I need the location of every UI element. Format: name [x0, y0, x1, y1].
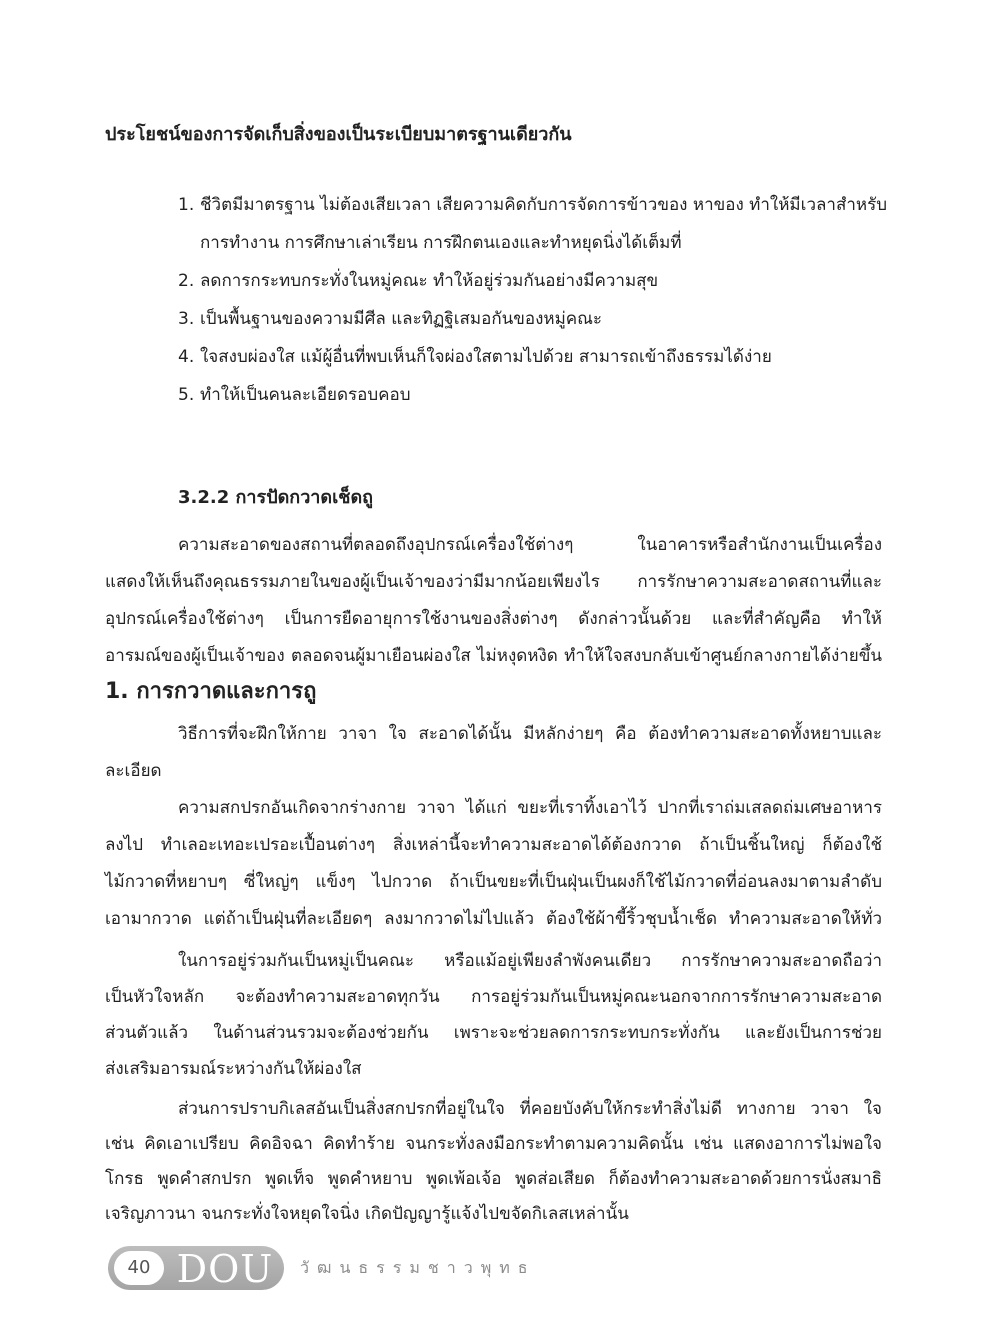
paragraph	[105, 790, 882, 938]
paragraph-line: ความสกปรกอันเกิดจากร่างกาย วาจา ได้แก่ ขยะที่เราทิ้งเอาไว้ ปากที่เราถ่มเสลดถ่มเศษอาหาร	[178, 798, 882, 818]
list-item-number: 5.	[178, 385, 195, 405]
benefits-heading: ประโยชน์ของการจัดเก็บสิ่งของเป็นระเบียบมาตรฐานเดียวกัน	[105, 124, 572, 145]
paragraph-line: ลงไป ทำเลอะเทอะเปรอะเปื้อนต่างๆ สิ่งเหล่านี้จะทำความสะอาดได้ต้องกวาด ถ้าเป็นชิ้นใหญ่ ก็ต้องใช้	[105, 835, 882, 855]
list-item-number: 4.	[178, 347, 195, 367]
paragraph-line: ส่วนการปราบกิเลสอันเป็นสิ่งสกปรกที่อยู่ในใจ ที่คอยบังคับให้กระทำสิ่งไม่ดี ทางกาย วาจา ใจ	[178, 1099, 882, 1119]
list-item-text	[200, 300, 882, 338]
paragraph-line: แสดงให้เห็นถึงคุณธรรมภายในของผู้เป็นเจ้าของว่ามีมากน้อยเพียงไร การรักษาความสะอาดสถานที่และ	[105, 572, 882, 592]
list-item-number: 1.	[178, 195, 195, 215]
paragraph-line: ไม้กวาดที่หยาบๆ ซี่ใหญ่ๆ แข็งๆ ไปกวาด ถ้าเป็นขยะที่เป็นฝุ่นเป็นผงก็ใช้ไม้กวาดที่อ่อนลงมาตามลำดับ	[105, 872, 882, 892]
paragraph-line: เป็นหัวใจหลัก จะต้องทำความสะอาดทุกวัน การอยู่ร่วมกันเป็นหมู่คณะนอกจากการรักษาความสะอาด	[105, 987, 882, 1007]
paragraph	[105, 527, 882, 675]
list-item	[178, 338, 882, 376]
paragraph-line: เช่น คิดเอาเปรียบ คิดอิจฉา คิดทำร้าย จนกระทั่งลงมือกระทำตามความคิดนั้น เช่น แสดงอาการไม่พอใจ	[105, 1134, 882, 1154]
paragraph-line: ละเอียด	[105, 761, 162, 781]
list-item-number: 3.	[178, 309, 195, 329]
page-number: 40	[114, 1251, 164, 1285]
list-item-line: เป็นพื้นฐานของความมีศีล และทิฏฐิเสมอกันของหมู่คณะ	[200, 309, 603, 329]
list-item-line: ใจสงบผ่องใส แม้ผู้อื่นที่พบเห็นก็ใจผ่องใสตามไปด้วย สามารถเข้าถึงธรรมได้ง่าย	[200, 347, 772, 367]
list-item-text	[200, 338, 882, 376]
list-item	[178, 376, 882, 414]
paragraph-line: ส่วนตัวแล้ว ในด้านส่วนรวมจะต้องช่วยกัน เพราะจะช่วยลดการกระทบกระทั่งกัน และยังเป็นการช่วย	[105, 1023, 882, 1043]
list-item-line: ชีวิตมีมาตรฐาน ไม่ต้องเสียเวลา เสียความคิดกับการจัดการข้าวของ หาของ ทำให้มีเวลาสำหรับ	[200, 195, 888, 215]
paragraph-line: ในการอยู่ร่วมกันเป็นหมู่เป็นคณะ หรือแม้อยู่เพียงลำพังคนเดียว การรักษาความสะอาดถือว่า	[178, 951, 882, 971]
paragraph-line: ส่งเสริมอารมณ์ระหว่างกันให้ผ่องใส	[105, 1059, 362, 1079]
dou-logo: DOU	[176, 1247, 274, 1291]
list-item	[178, 186, 888, 262]
list-item-line: ลดการกระทบกระทั่งในหมู่คณะ ทำให้อยู่ร่วมกันอย่างมีความสุข	[200, 271, 659, 291]
list-item-number: 2.	[178, 271, 195, 291]
list-item-text	[200, 376, 882, 414]
paragraph-line: อารมณ์ของผู้เป็นเจ้าของ ตลอดจนผู้มาเยือนผ่องใส ไม่หงุดหงิด ทำให้ใจสงบกลับเข้าศูนย์กลางกายได้ง่ายขึ้น	[105, 646, 882, 666]
paragraph-line: ความสะอาดของสถานที่ตลอดถึงอุปกรณ์เครื่องใช้ต่างๆ ในอาคารหรือสำนักงานเป็นเครื่อง	[178, 535, 882, 555]
list-item-line: การทำงาน การศึกษาเล่าเรียน การฝึกตนเองและทำหยุดนิ่งได้เต็มที่	[200, 233, 682, 253]
paragraph	[105, 716, 882, 790]
list-item	[178, 262, 882, 300]
list-item-text	[200, 262, 882, 300]
book-title: วัฒนธรรมชาวพุทธ	[300, 1258, 536, 1277]
footer-badge	[108, 1246, 284, 1290]
list-item	[178, 300, 882, 338]
list-item-text	[200, 186, 888, 262]
paragraph	[105, 943, 882, 1087]
list-item-line: ทำให้เป็นคนละเอียดรอบคอบ	[200, 385, 411, 405]
paragraph-line: เจริญภาวนา จนกระทั่งใจหยุดใจนิ่ง เกิดปัญญารู้แจ้งไปขจัดกิเลสเหล่านั้น	[105, 1204, 629, 1224]
paragraph-line: วิธีการที่จะฝึกให้กาย วาจา ใจ สะอาดได้นั้น มีหลักง่ายๆ คือ ต้องทำความสะอาดทั้งหยาบและ	[178, 724, 882, 744]
paragraph-line: เอามากวาด แต่ถ้าเป็นฝุ่นที่ละเอียดๆ ลงมากวาดไม่ไปแล้ว ต้องใช้ผ้าขี้ริ้วชุบน้ำเช็ด ทำความสะอาดให้ทั่ว	[105, 909, 882, 929]
paragraph-line: อุปกรณ์เครื่องใช้ต่างๆ เป็นการยืดอายุการใช้งานของสิ่งต่างๆ ดังกล่าวนั้นด้วย และที่สำคัญคือ ทำให้	[105, 609, 882, 629]
paragraph-line: โกรธ พูดคำสกปรก พูดเท็จ พูดคำหยาบ พูดเพ้อเจ้อ พูดส่อเสียด ก็ต้องทำความสะอาดด้วยการนั่งสมาธิ	[105, 1169, 882, 1189]
benefits-list	[178, 186, 888, 414]
subsection-heading: 3.2.2 การปัดกวาดเช็ดถู	[178, 487, 374, 508]
paragraph	[105, 1092, 882, 1232]
section-heading: 1. การกวาดและการถู	[105, 679, 317, 704]
